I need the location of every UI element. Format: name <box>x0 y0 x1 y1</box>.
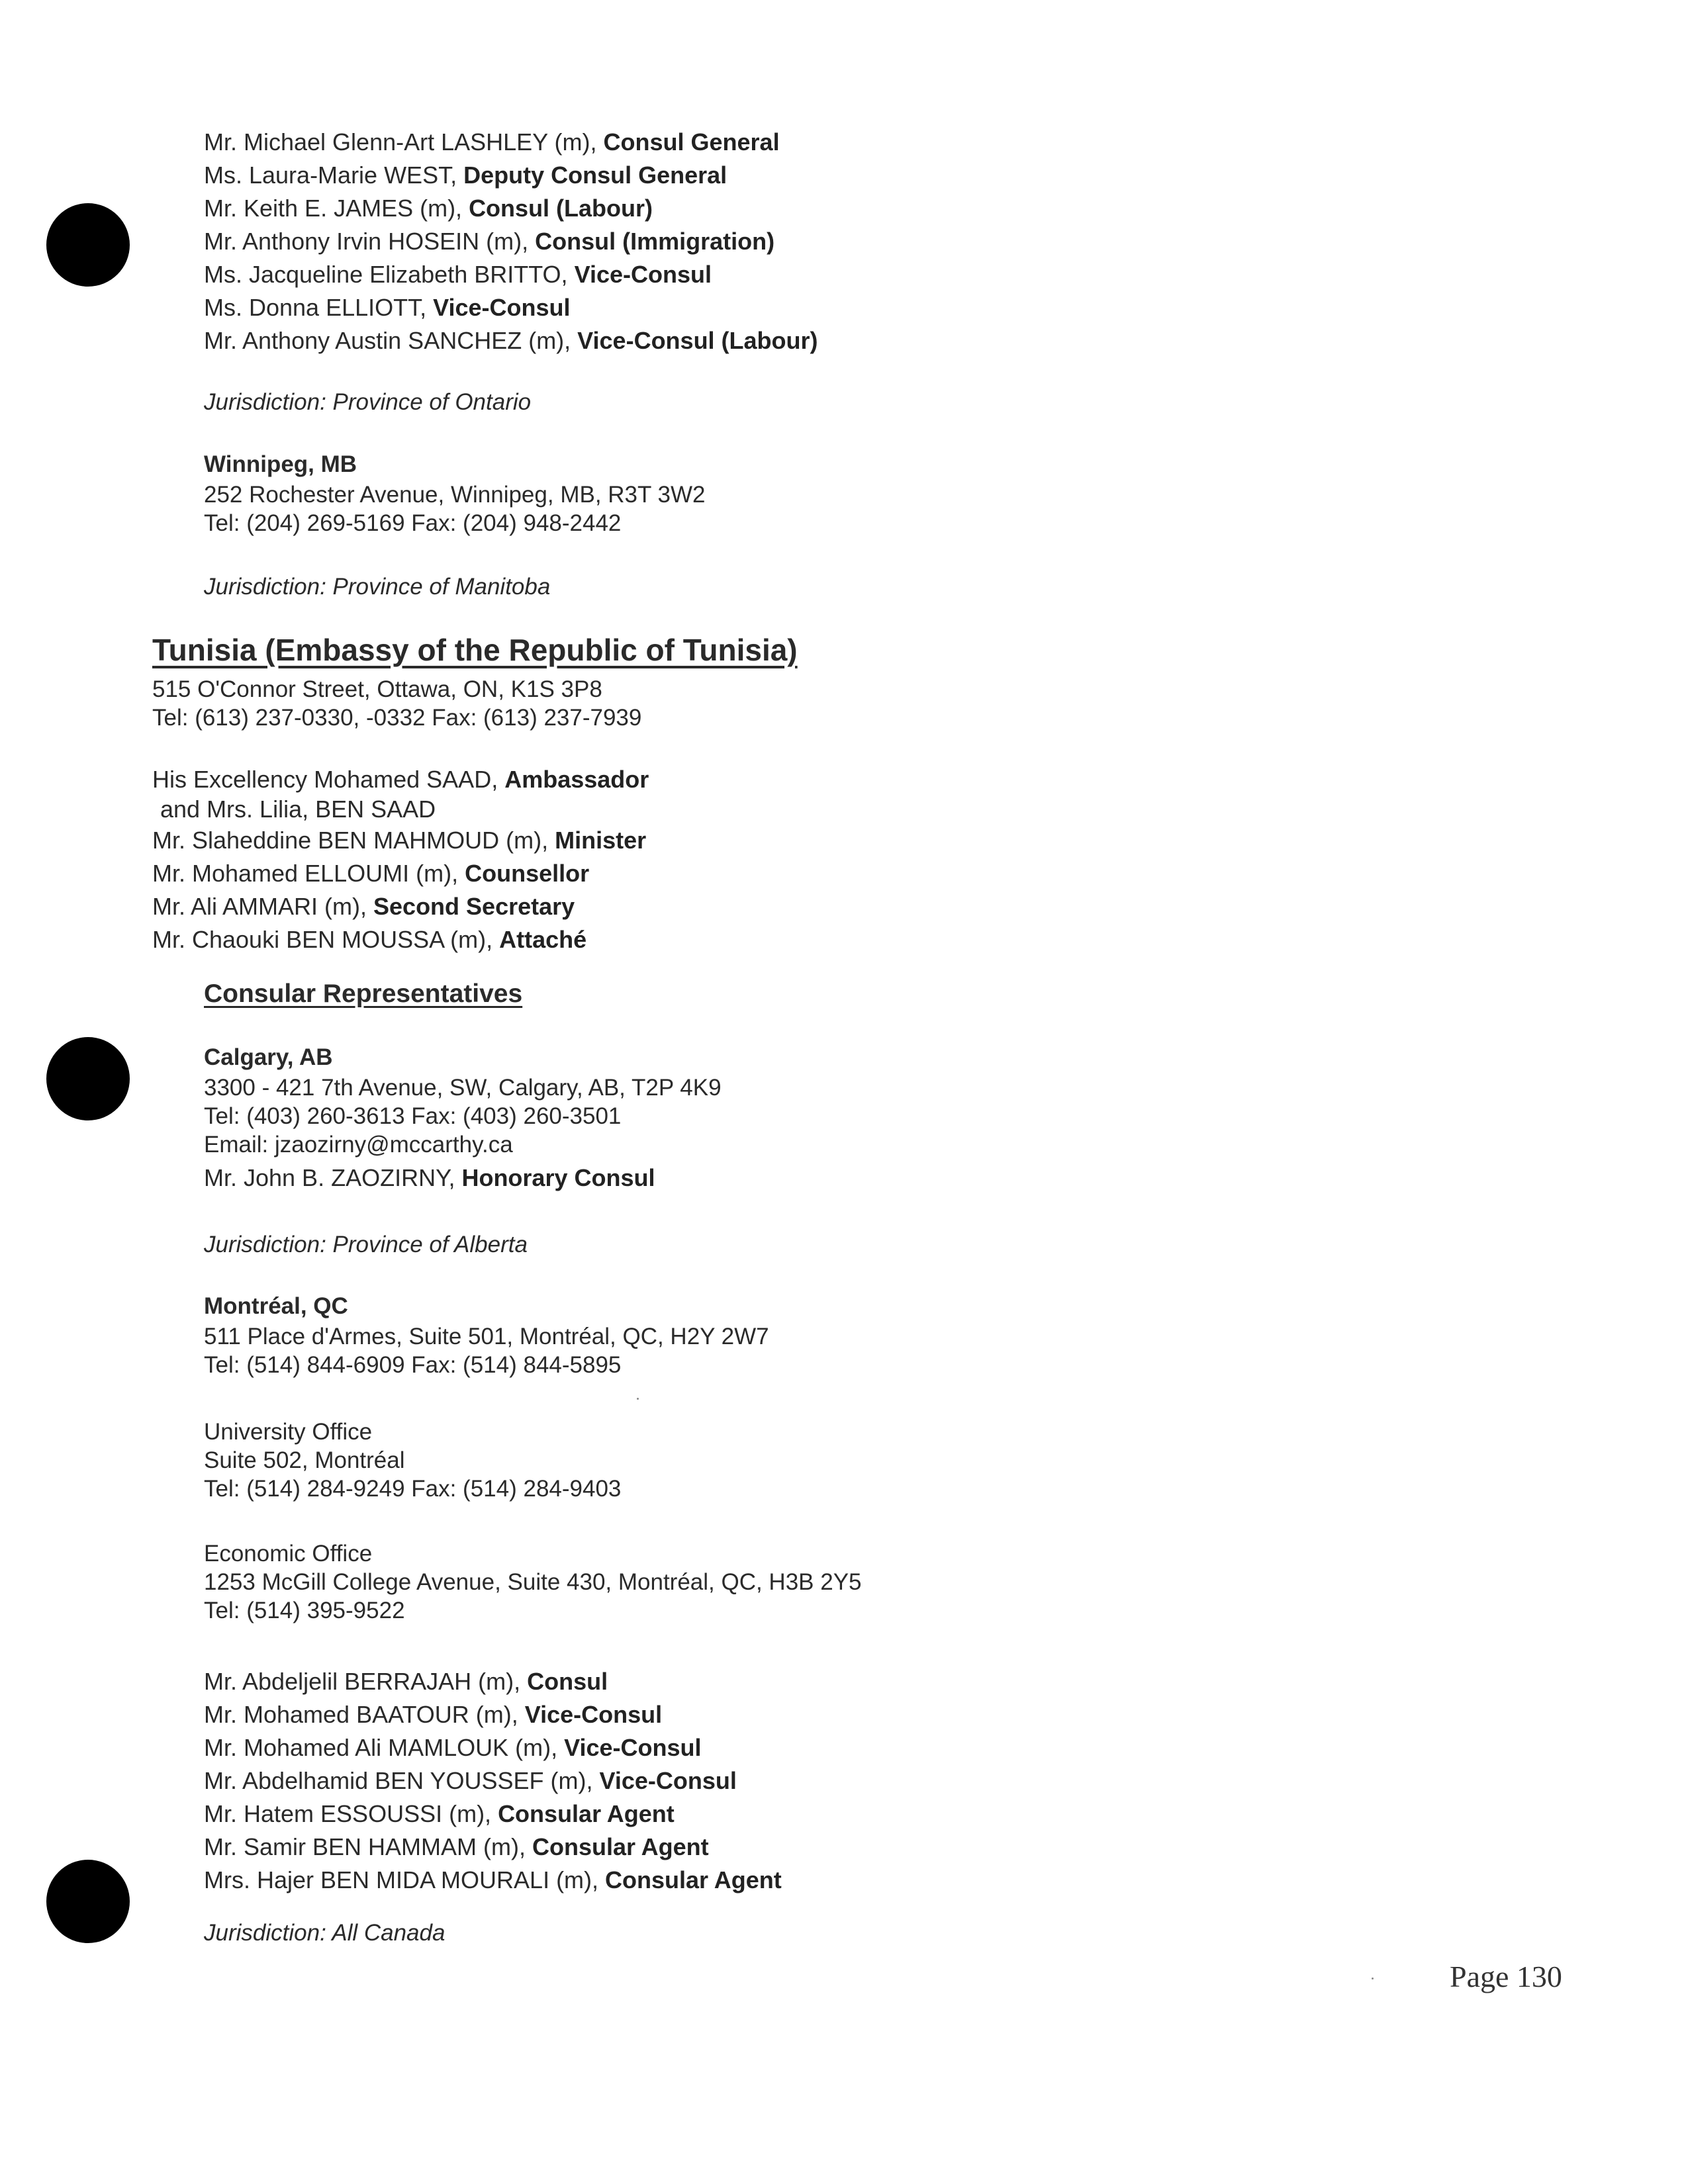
phone-fax: Tel: (613) 237-0330, -0332 Fax: (613) 237-7939 <box>152 705 642 731</box>
address: Suite 502, Montréal <box>204 1447 405 1473</box>
official-row: Mr. Michael Glenn-Art LASHLEY (m), Consul General <box>204 128 780 156</box>
university-office <box>204 1418 621 1503</box>
tt-officials-list <box>204 126 818 357</box>
jurisdiction-all-canada: Jurisdiction: All Canada <box>204 1920 445 1946</box>
official-row: Mrs. Hajer BEN MIDA MOURALI (m), Consular Agent <box>204 1866 782 1893</box>
official-row: Mr. John B. ZAOZIRNY, Honorary Consul <box>204 1164 655 1191</box>
phone-fax: Tel: (403) 260-3613 Fax: (403) 260-3501 <box>204 1103 622 1129</box>
punch-hole-middle <box>46 1037 130 1120</box>
official-row: Mr. Samir BEN HAMMAM (m), Consular Agent <box>204 1833 709 1860</box>
page-number: Page 130 <box>1450 1960 1562 1993</box>
phone-fax: Tel: (514) 284-9249 Fax: (514) 284-9403 <box>204 1476 622 1502</box>
official-row: Mr. Anthony Austin SANCHEZ (m), Vice-Consul (Labour) <box>204 327 818 354</box>
official-row: Mr. Abdelhamid BEN YOUSSEF (m), Vice-Consul <box>204 1767 737 1794</box>
embassy-contact <box>152 675 641 732</box>
winnipeg-block <box>204 449 705 537</box>
calgary-block <box>204 1042 722 1195</box>
phone-fax: Tel: (514) 844-6909 Fax: (514) 844-5895 <box>204 1352 622 1378</box>
official-row: Ms. Laura-Marie WEST, Deputy Consul General <box>204 161 727 189</box>
city-heading: Winnipeg, MB <box>204 451 357 477</box>
montreal-block <box>204 1291 769 1379</box>
official-row: Mr. Abdeljelil BERRAJAH (m), Consul <box>204 1668 608 1695</box>
consular-representatives-heading: Consular Representatives <box>204 979 523 1008</box>
punch-hole-top <box>46 203 130 287</box>
official-row: Mr. Chaouki BEN MOUSSA (m), Attaché <box>152 926 587 953</box>
scan-speck <box>637 1398 639 1400</box>
punch-hole-bottom <box>46 1860 130 1943</box>
montreal-officials-list <box>204 1665 782 1897</box>
city-heading: Montréal, QC <box>204 1293 348 1319</box>
official-row: Mr. Slaheddine BEN MAHMOUD (m), Minister <box>152 827 647 854</box>
official-row: Mr. Mohamed BAATOUR (m), Vice-Consul <box>204 1701 663 1728</box>
ambassador-spouse: and Mrs. Lilia, BEN SAAD <box>160 796 436 823</box>
official-row: Ms. Jacqueline Elizabeth BRITTO, Vice-Consul <box>204 261 712 288</box>
jurisdiction-manitoba: Jurisdiction: Province of Manitoba <box>204 574 551 600</box>
official-row: Mr. Mohamed Ali MAMLOUK (m), Vice-Consul <box>204 1734 702 1761</box>
jurisdiction-alberta: Jurisdiction: Province of Alberta <box>204 1232 528 1257</box>
address: 1253 McGill College Avenue, Suite 430, Montréal, QC, H3B 2Y5 <box>204 1569 862 1595</box>
country-heading: Tunisia (Embassy of the Republic of Tunisia) <box>152 633 798 667</box>
address: 252 Rochester Avenue, Winnipeg, MB, R3T 3W2 <box>204 482 706 508</box>
scan-speck <box>1372 1978 1374 1979</box>
embassy-staff <box>152 764 649 956</box>
email: Email: jzaozirny@mccarthy.ca <box>204 1132 513 1158</box>
city-heading: Calgary, AB <box>204 1044 333 1070</box>
official-row: Mr. Mohamed ELLOUMI (m), Counsellor <box>152 860 590 887</box>
phone: Tel: (514) 395-9522 <box>204 1598 405 1623</box>
phone-fax: Tel: (204) 269-5169 Fax: (204) 948-2442 <box>204 510 622 536</box>
address: 3300 - 421 7th Avenue, SW, Calgary, AB, T2P 4K9 <box>204 1075 722 1101</box>
official-row: Mr. Ali AMMARI (m), Second Secretary <box>152 893 575 920</box>
jurisdiction-ontario: Jurisdiction: Province of Ontario <box>204 389 532 415</box>
ambassador-row: His Excellency Mohamed SAAD, Ambassador <box>152 766 649 793</box>
office-label: Economic Office <box>204 1541 373 1567</box>
official-row: Mr. Keith E. JAMES (m), Consul (Labour) <box>204 195 653 222</box>
official-row: Mr. Hatem ESSOUSSI (m), Consular Agent <box>204 1800 675 1827</box>
official-row: Ms. Donna ELLIOTT, Vice-Consul <box>204 294 571 321</box>
economic-office <box>204 1539 862 1625</box>
address: 511 Place d'Armes, Suite 501, Montréal, QC, H2Y 2W7 <box>204 1324 769 1349</box>
office-label: University Office <box>204 1419 373 1445</box>
official-row: Mr. Anthony Irvin HOSEIN (m), Consul (Immigration) <box>204 228 775 255</box>
address: 515 O'Connor Street, Ottawa, ON, K1S 3P8 <box>152 676 602 702</box>
